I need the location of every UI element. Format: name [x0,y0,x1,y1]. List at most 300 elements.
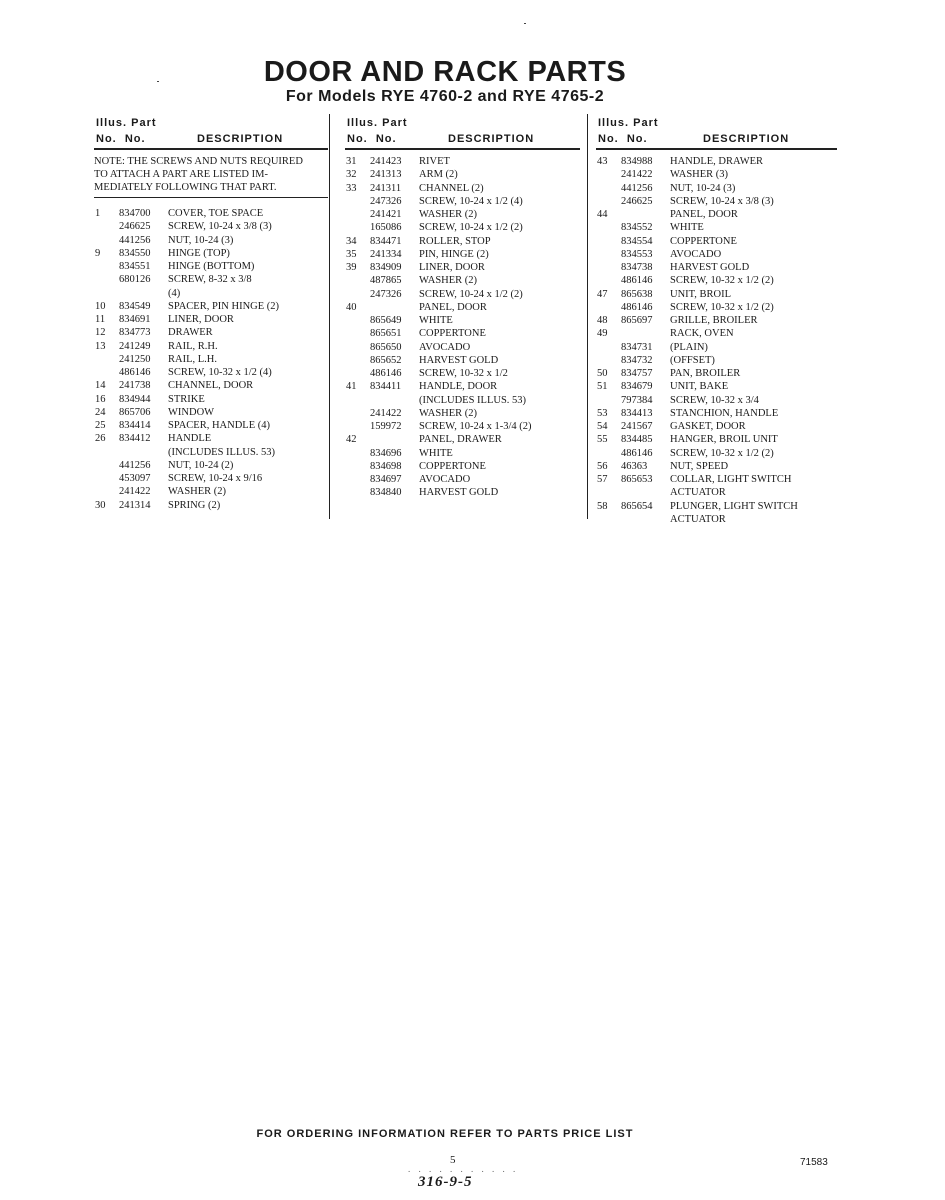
illus-number: 49 [597,328,608,340]
part-description: SCREW, 10-24 x 1/2 (4) [419,195,523,207]
part-row [345,407,580,420]
part-number: 834549 [119,300,151,312]
note-rule [94,197,328,198]
part-description: (4) [168,287,181,299]
part-number: 487865 [370,275,402,287]
parts-column-2 [345,117,580,500]
part-row [94,432,328,445]
part-row [94,419,328,432]
part-row [94,234,328,247]
part-row [345,447,580,460]
illus-number: 31 [346,156,357,167]
part-number: 680126 [119,274,151,286]
header-description: DESCRIPTION [703,133,790,145]
part-row [94,247,328,260]
illus-number [94,353,119,366]
part-description: WASHER (2) [419,275,478,287]
part-row [345,261,580,274]
part-row [345,473,580,486]
part-number: 834909 [370,262,402,273]
part-number: 246625 [119,221,151,233]
part-number [119,446,168,459]
part-row [345,248,580,261]
part-row [94,207,328,220]
part-description: PAN, BROILER [670,368,741,379]
illus-number [94,485,119,498]
part-description: SCREW, 10-32 x 1/2 (2) [670,447,774,459]
illus-number [596,221,621,234]
part-description: SCREW, 10-24 x 1/2 (2) [419,288,523,300]
illus-number: 51 [597,381,608,393]
part-number: 834552 [621,222,653,234]
part-number: 165086 [370,222,402,234]
part-number: 834414 [119,420,151,431]
part-number: 453097 [119,473,151,484]
part-description: WASHER (2) [419,209,478,220]
part-description: COVER, TOE SPACE [168,208,264,219]
part-row [596,155,837,168]
note-line: NOTE: THE SCREWS AND NUTS REQUIRED [94,156,303,167]
part-row [596,500,837,513]
part-description: UNIT, BROIL [670,288,732,300]
illus-number [345,195,370,208]
part-row [345,221,580,234]
illus-number [345,407,370,420]
part-description: ROLLER, STOP [419,235,491,247]
handwritten-note: 316-9-5 [418,1174,473,1190]
part-number: 834731 [621,341,653,353]
part-row [596,420,837,433]
part-row [94,446,328,459]
part-number: 247326 [370,195,402,207]
illus-number [94,260,119,273]
header-illus-part: Illus. Part [598,117,659,129]
illus-number: 53 [597,407,608,419]
part-row [94,326,328,339]
illus-number [94,446,119,459]
header-rule [94,148,328,150]
part-row [596,486,837,499]
illus-number: 55 [597,434,608,446]
parts-list [94,207,328,512]
part-description: WHITE [419,315,453,326]
illus-number [345,420,370,433]
part-row [596,301,837,314]
part-description: RIVET [419,156,450,167]
parts-column-3 [596,117,837,526]
part-description: COPPERTONE [670,235,737,247]
part-row [94,273,328,286]
part-description: HARVEST GOLD [670,262,750,273]
part-number: 834485 [621,434,653,446]
illus-number: 33 [346,182,357,194]
illus-number [345,354,370,367]
part-number: 241422 [621,169,653,181]
part-description: NUT, SPEED [670,460,729,472]
part-number: 834691 [119,314,151,325]
part-number: 486146 [621,275,653,287]
illus-number: 24 [95,406,106,418]
part-description: UNIT, BAKE [670,381,729,393]
column-header [345,117,580,148]
part-number: 241311 [370,182,402,194]
part-description: SPACER, PIN HINGE (2) [168,300,280,312]
part-description: NUT, 10-24 (3) [168,234,234,246]
part-description: COPPERTONE [419,328,486,340]
scan-speck [524,23,526,24]
part-row [596,433,837,446]
part-description: ACTUATOR [670,513,726,525]
part-description: (OFFSET) [670,354,715,366]
part-number: 834553 [621,248,653,260]
part-description: CHANNEL, DOOR [168,380,254,392]
illus-number: 56 [597,460,608,472]
illus-number [596,274,621,287]
part-number: 865649 [370,315,402,326]
part-number: 834988 [621,156,653,167]
part-row [596,288,837,301]
part-number: 486146 [119,367,151,378]
part-row [596,341,837,354]
part-description: RACK, OVEN [670,328,734,340]
part-number: 834700 [119,208,151,219]
part-row [94,459,328,472]
header-description: DESCRIPTION [448,133,535,145]
illus-number: 47 [597,288,608,300]
part-row [345,288,580,301]
illus-number [94,472,119,485]
part-number: 241250 [119,353,151,365]
part-number: 486146 [370,368,402,379]
illus-number: 35 [346,248,357,260]
part-number: 834697 [370,474,402,485]
part-row [94,406,328,419]
part-number [370,394,419,407]
part-number: 441256 [119,234,151,246]
part-description: HANGER, BROIL UNIT [670,434,778,446]
illus-number [94,273,119,286]
part-row [345,235,580,248]
part-description: AVOCADO [419,341,471,353]
illus-number: 13 [95,340,106,352]
part-row [94,499,328,512]
part-description: WASHER (3) [670,169,729,181]
part-description: SPACER, HANDLE (4) [168,420,270,431]
part-description: WASHER (2) [168,486,227,498]
part-row [94,353,328,366]
part-number: 834471 [370,235,402,247]
part-row [596,195,837,208]
part-description: SCREW, 10-32 x 1/2 (2) [670,301,774,313]
part-number: 241421 [370,209,402,220]
part-row [94,379,328,392]
part-number: 834773 [119,327,151,339]
part-row [596,208,837,221]
part-description: HANDLE [168,433,212,445]
part-description: ACTUATOR [670,487,726,499]
illus-number [596,195,621,208]
header-illus-part: Illus. Part [347,117,408,129]
part-number: 834732 [621,354,653,366]
part-row [345,274,580,287]
header-illus-part: Illus. Part [96,117,157,129]
illus-number: 26 [95,433,106,445]
part-description: WHITE [419,447,453,459]
illus-number: 25 [95,420,106,431]
part-description: PANEL, DOOR [419,301,487,313]
part-number: 241334 [370,248,402,260]
part-description: NUT, 10-24 (3) [670,182,736,194]
part-number: 241422 [119,486,151,498]
illus-number [345,367,370,380]
part-description: STRIKE [168,393,205,405]
part-description: WHITE [670,222,704,234]
part-description: (INCLUDES ILLUS. 53) [168,446,276,458]
illus-number [345,274,370,287]
ordering-footer: FOR ORDERING INFORMATION REFER TO PARTS PRICE LIST [256,1128,634,1140]
part-row [596,221,837,234]
part-description: SCREW, 10-24 x 3/8 (3) [670,195,774,207]
part-row [345,341,580,354]
illus-number: 40 [346,301,357,313]
part-description: HINGE (TOP) [168,247,230,259]
part-number [621,513,670,526]
part-description: RAIL, R.H. [168,340,218,352]
illus-number [345,221,370,234]
parts-list [345,155,580,500]
part-row [596,327,837,340]
note [94,155,328,194]
note-line: TO ATTACH A PART ARE LISTED IM- [94,169,268,180]
illus-number: 1 [95,208,101,219]
parts-list [596,155,837,526]
illus-number [345,473,370,486]
part-row [596,407,837,420]
part-row [596,168,837,181]
page-title: DOOR AND RACK PARTS [263,56,627,88]
illus-number [596,513,621,526]
illus-number [596,354,621,367]
page-number: 5 [450,1154,456,1166]
illus-number: 14 [95,380,106,392]
part-description: SCREW, 10-32 x 1/2 (2) [670,275,774,287]
part-number: 834413 [621,407,653,419]
illus-number: 16 [95,393,106,405]
illus-number: 9 [95,247,101,259]
header-rule [596,148,837,150]
part-number: 246625 [621,195,653,207]
part-row [596,447,837,460]
part-row [345,420,580,433]
part-number [119,287,168,300]
part-description: DRAWER [168,327,213,339]
illus-number: 48 [597,315,608,326]
part-number: 865654 [621,500,653,512]
part-row [596,182,837,195]
part-number: 241314 [119,499,151,511]
illus-number: 58 [597,500,608,512]
part-row [345,367,580,380]
part-number: 241313 [370,169,402,181]
part-description: (INCLUDES ILLUS. 53) [419,394,527,406]
illus-number: 11 [95,314,106,325]
part-description: ARM (2) [419,169,458,181]
part-row [596,274,837,287]
part-number: 241422 [370,407,402,419]
part-row [596,235,837,248]
part-number: 247326 [370,288,402,300]
part-number [621,486,670,499]
part-row [345,195,580,208]
part-description: GRILLE, BROILER [670,315,758,326]
illus-number [94,459,119,472]
note-line: MEDIATELY FOLLOWING THAT PART. [94,182,277,193]
part-number: 865706 [119,406,151,418]
illus-number [94,220,119,233]
document-number: 71583 [800,1157,828,1168]
part-description: AVOCADO [670,248,722,260]
illus-number [345,486,370,499]
part-row [596,394,837,407]
part-description: (PLAIN) [670,341,708,353]
header-description: DESCRIPTION [197,133,284,145]
part-number: 486146 [621,447,653,459]
part-number: 241249 [119,340,151,352]
part-row [94,393,328,406]
illus-number: 34 [346,235,357,247]
illus-number [345,314,370,327]
part-number: 865697 [621,315,653,326]
part-number: 834412 [119,433,151,445]
part-row [345,380,580,393]
part-row [345,394,580,407]
part-number: 865652 [370,354,402,366]
illus-number: 43 [597,156,608,167]
part-row [94,340,328,353]
part-number: 834698 [370,460,402,472]
part-row [596,261,837,274]
illus-number [596,261,621,274]
part-number: 241423 [370,156,402,167]
part-number: 159972 [370,421,402,432]
part-number: 865651 [370,328,402,340]
part-row [345,301,580,314]
illus-number [94,366,119,379]
part-number: 486146 [621,301,653,313]
illus-number [596,341,621,354]
part-description: CHANNEL (2) [419,182,484,194]
part-row [94,366,328,379]
part-number: 865653 [621,474,653,485]
part-description: HANDLE, DOOR [419,381,498,393]
part-row [94,472,328,485]
part-row [94,300,328,313]
part-description: LINER, DOOR [419,262,485,273]
part-row [596,380,837,393]
part-description: NUT, 10-24 (2) [168,459,234,471]
part-description: WINDOW [168,406,215,418]
illus-number [345,208,370,221]
part-description: LINER, DOOR [168,314,234,325]
part-row [596,314,837,327]
parts-column-1 [94,117,328,512]
part-row [345,155,580,168]
illus-number: 30 [95,499,106,511]
illus-number [345,447,370,460]
illus-number [94,287,119,300]
part-number [370,301,419,314]
part-number: 834551 [119,261,151,272]
part-row [94,220,328,233]
part-number: 834679 [621,381,653,393]
part-row [345,433,580,446]
part-row [596,473,837,486]
illus-number [596,248,621,261]
scan-speck [157,81,159,82]
part-description: SCREW, 10-24 x 9/16 [168,473,263,484]
dotted-mark: . . . . . . . . . . . [408,1164,519,1174]
part-description: SPRING (2) [168,499,221,511]
illus-number [596,182,621,195]
part-number: 797384 [621,394,653,406]
illus-number: 41 [346,381,357,393]
part-description: HARVEST GOLD [419,354,499,366]
part-row [345,354,580,367]
illus-number: 42 [346,434,357,446]
illus-number: 54 [597,421,608,432]
part-row [345,486,580,499]
part-row [596,367,837,380]
part-description: PANEL, DRAWER [419,434,502,446]
illus-number [345,460,370,473]
column-divider [587,114,588,519]
part-row [345,460,580,473]
part-description: SCREW, 10-32 x 1/2 (4) [168,367,272,378]
part-description: HINGE (BOTTOM) [168,261,255,272]
part-description: STANCHION, HANDLE [670,407,779,419]
part-number: 241738 [119,380,151,392]
part-row [345,208,580,221]
part-number: 865650 [370,341,402,353]
part-description: GASKET, DOOR [670,421,746,432]
part-number: 241567 [621,421,653,432]
part-number: 441256 [621,182,653,194]
illus-number: 12 [95,327,106,339]
part-number: 834840 [370,487,402,499]
part-description: AVOCADO [419,474,471,485]
illus-number [345,288,370,301]
illus-number [345,327,370,340]
illus-number [596,168,621,181]
illus-number: 44 [597,209,608,220]
header-nos: No. No. [347,133,397,145]
illus-number: 50 [597,368,608,379]
part-number: 46363 [621,460,648,472]
column-header [596,117,837,148]
part-number [370,433,419,446]
part-row [596,513,837,526]
part-row [94,260,328,273]
column-divider [329,114,330,519]
part-number: 834411 [370,381,402,393]
part-description: PIN, HINGE (2) [419,248,489,260]
part-number: 834550 [119,247,151,259]
part-row [345,314,580,327]
illus-number [596,486,621,499]
illus-number: 39 [346,262,357,273]
part-number: 441256 [119,459,151,471]
part-description: HARVEST GOLD [419,487,499,499]
